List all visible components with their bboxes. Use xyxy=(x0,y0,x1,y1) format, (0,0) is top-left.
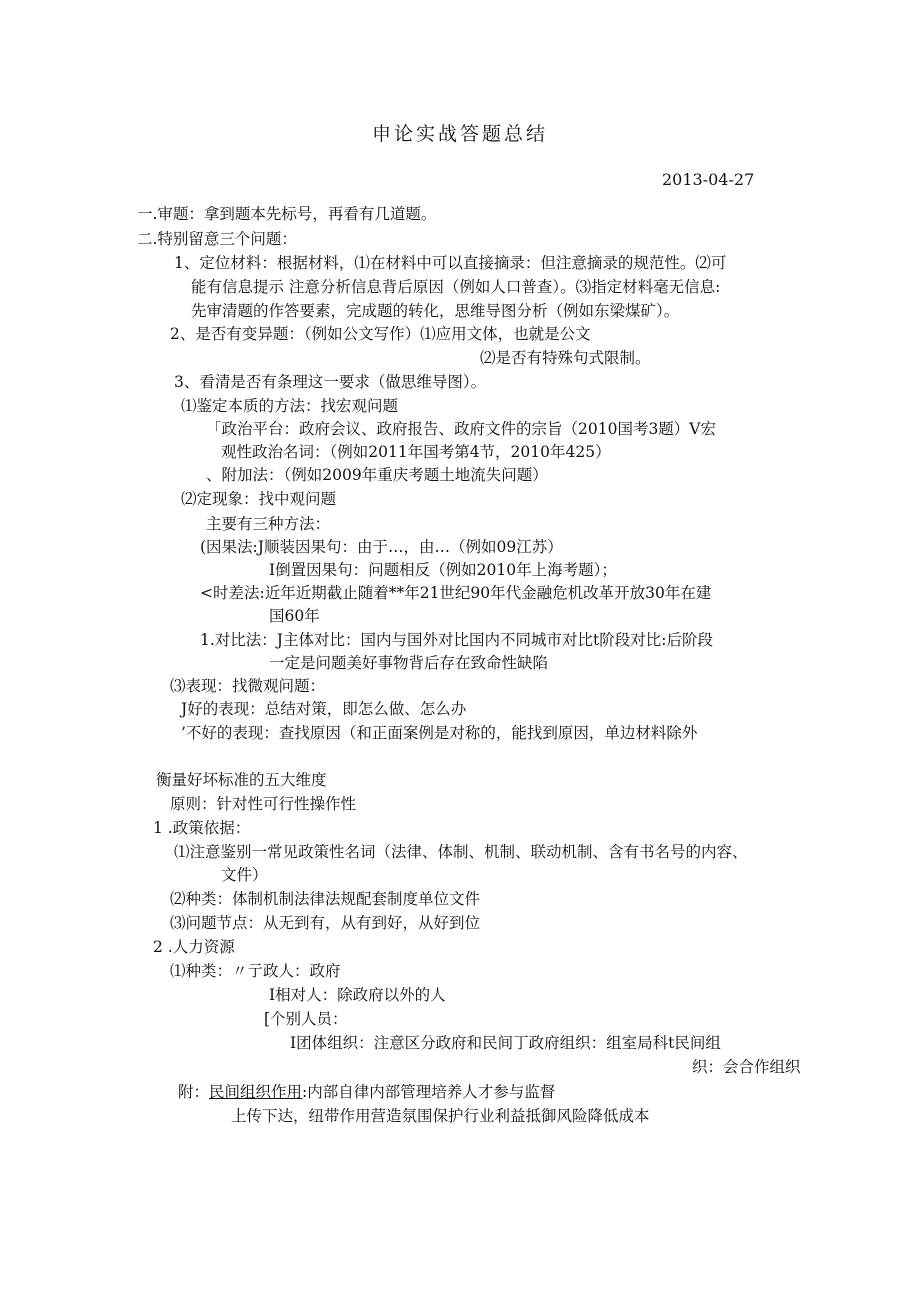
text-line: ⑵是否有特殊句式限制。 xyxy=(480,349,651,367)
text-line: I团体组织：注意区分政府和民间丁政府组织：组室局科t民间组 xyxy=(290,1034,721,1052)
text-line: 上传下达，纽带作用营造氛围保护行业利益抵御风险降低成本 xyxy=(231,1107,650,1125)
text-line: 能有信息提示 注意分析信息背后原因（例如人口普查）。⑶指定材料毫无信息: xyxy=(191,278,721,296)
text-line: 国60年 xyxy=(269,607,320,625)
text-line: 文件） xyxy=(221,866,268,884)
text-line: ⑴种类：〃亍政人：政府 xyxy=(170,962,341,980)
document-date: 2013-04-27 xyxy=(662,170,755,189)
text-line: 1、定位材料：根据材料，⑴在材料中可以直接摘录：但注意摘录的规范性。⑵可 xyxy=(174,254,727,272)
underlined-term: 民间组织作用 xyxy=(209,1083,303,1101)
text-line: 一定是问题美好事物背后存在致命性缺陷 xyxy=(269,654,549,672)
text-line: 主要有三种方法： xyxy=(206,515,331,533)
text-line: 观性政治名词：（例如2011年国考第4节，2010年425） xyxy=(221,443,611,461)
appendix-label: 附： xyxy=(178,1083,210,1101)
text-line: 3、看清是否有条理这一要求（做思维导图）。 xyxy=(174,373,487,391)
appendix-text: :内部自律内部管理培养人才参与监督 xyxy=(302,1083,556,1101)
text-line: ⑴注意鉴别一常见政策性名词（法律、体制、机制、联动机制、含有书名号的内容、 xyxy=(174,843,748,861)
text-line: I倒置因果句：问题相反（例如2010年上海考题）； xyxy=(269,561,617,579)
text-line: (因果法:J顺装因果句：由于…，由…（例如09江苏） xyxy=(200,538,563,556)
text-line: [个别人员： xyxy=(264,1010,348,1028)
text-line: 一.审题：拿到题本先标号，再看有几道题。 xyxy=(137,205,437,223)
text-line: 1.对比法：J主体对比：国内与国外对比国内不同城市对比t阶段对比:后阶段 xyxy=(200,631,713,649)
text-line: ⑵种类：体制机制法律法规配套制度单位文件 xyxy=(170,890,481,908)
text-line: <时差法:近年近期截止随着**年21世纪90年代金融危机改革开放30年在建 xyxy=(200,584,712,602)
text-line: I相对人：除政府以外的人 xyxy=(269,986,446,1004)
text-line: 二.特别留意三个问题： xyxy=(137,230,297,248)
text-line: 2、是否有变异题：（例如公文写作）⑴应用文体，也就是公文 xyxy=(170,325,591,343)
text-line: 原则：针对性可行性操作性 xyxy=(170,795,357,813)
section-heading: 衡量好坏标准的五大维度 xyxy=(156,771,327,789)
text-line: 1 .政策依据： xyxy=(153,819,251,837)
document-title: 申论实战答题总结 xyxy=(371,123,548,145)
text-line: J好的表现：总结对策，即怎么做、怎么办 xyxy=(181,700,467,718)
text-line: ⑶表现：找微观问题： xyxy=(170,677,326,695)
text-line: 、附加法：（例如2009年重庆考题土地流失问题） xyxy=(206,466,548,484)
text-line: ’不好的表现：查找原因（和正面案例是对称的，能找到原因，单边材料除外 xyxy=(181,724,698,742)
text-line: ⑶问题节点：从无到有，从有到好，从好到位 xyxy=(170,914,481,932)
text-line: 先审清题的作答要素，完成题的转化，思维导图分析（例如东梁煤矿）。 xyxy=(191,302,680,320)
text-line: ⑵定现象：找中观问题 xyxy=(181,490,337,508)
text-line: ⑴鉴定本质的方法：找宏观问题 xyxy=(181,397,399,415)
text-line: 织：会合作组织 xyxy=(692,1058,801,1076)
appendix-line xyxy=(178,1081,555,1103)
text-line: 2 .人力资源 xyxy=(153,938,235,956)
text-line: 「政治平台：政府会议、政府报告、政府文件的宗旨（2010国考3题）V宏 xyxy=(206,420,717,438)
